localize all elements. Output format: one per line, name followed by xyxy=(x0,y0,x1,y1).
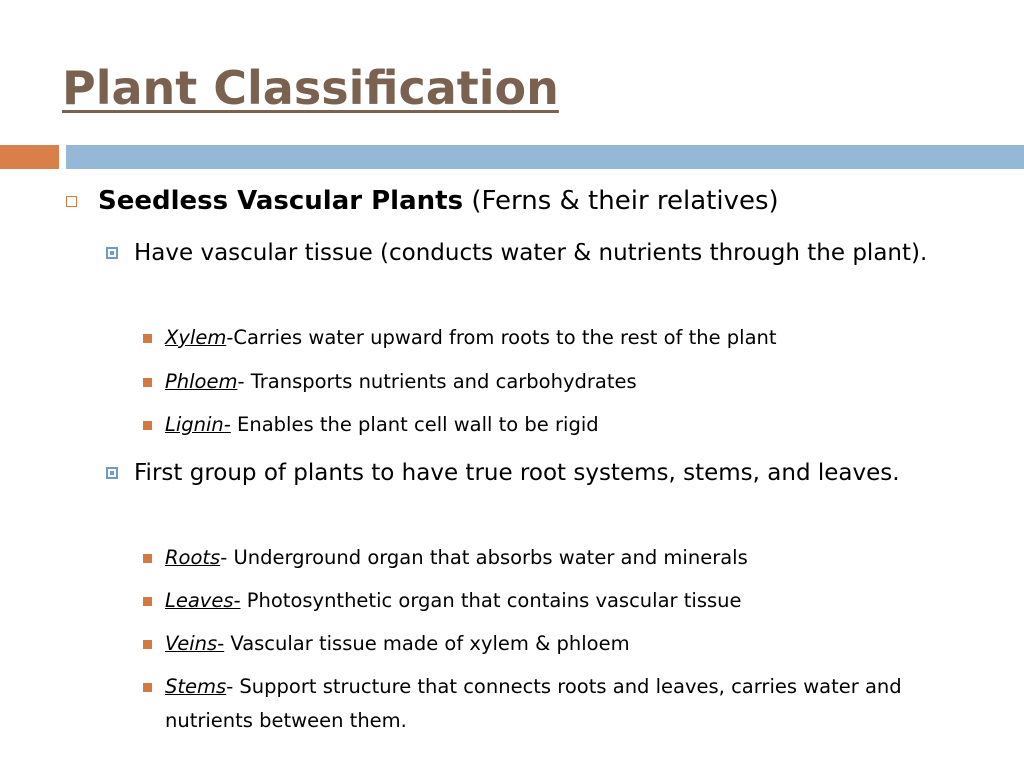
heading-bold-text: Seedless Vascular Plants xyxy=(98,186,464,216)
filled-square-bullet-icon xyxy=(143,597,152,606)
item-term: Veins- xyxy=(165,632,225,655)
item-desc: Vascular tissue made of xylem & phloem xyxy=(224,632,630,655)
item-term: Leaves- xyxy=(165,589,241,612)
item-term: Xylem xyxy=(165,326,227,349)
filled-square-bullet-icon xyxy=(143,421,152,430)
filled-square-bullet-icon xyxy=(143,334,152,343)
heading-bullet xyxy=(98,183,779,219)
list-item xyxy=(165,541,965,575)
filled-square-bullet-icon xyxy=(143,554,152,563)
point-text: First group of plants to have true root systems, stems, and leaves. xyxy=(134,460,900,486)
item-term: Phloem xyxy=(165,370,238,393)
item-term: Roots xyxy=(165,546,221,569)
item-desc: Enables the plant cell wall to be rigid xyxy=(230,413,599,436)
square-bullet-icon xyxy=(106,247,118,259)
hollow-square-bullet-icon xyxy=(66,196,77,207)
item-term: Lignin- xyxy=(165,413,231,436)
item-desc: -Carries water upward from roots to the rest of the plant xyxy=(226,326,777,349)
slide-title: Plant Classification xyxy=(62,61,559,115)
list-item xyxy=(165,365,965,399)
item-term: Stems xyxy=(165,675,227,698)
item-desc: - Underground organ that absorbs water and minerals xyxy=(220,546,748,569)
filled-square-bullet-icon xyxy=(143,640,152,649)
heading-rest-text: (Ferns & their relatives) xyxy=(463,186,779,216)
point-text: Have vascular tissue (conducts water & nutrients through the plant). xyxy=(134,240,928,266)
list-item xyxy=(165,408,965,442)
filled-square-bullet-icon xyxy=(143,378,152,387)
list-item xyxy=(165,627,965,661)
list-item xyxy=(165,584,965,618)
square-bullet-icon xyxy=(106,467,118,479)
item-desc: - Transports nutrients and carbohydrates xyxy=(237,370,637,393)
list-item xyxy=(165,321,965,355)
list-item xyxy=(165,670,965,738)
item-desc: Photosynthetic organ that contains vascular tissue xyxy=(240,589,742,612)
filled-square-bullet-icon xyxy=(143,683,152,692)
item-desc: - Support structure that connects roots and leaves, carries water and nutrients between them. xyxy=(165,675,902,732)
